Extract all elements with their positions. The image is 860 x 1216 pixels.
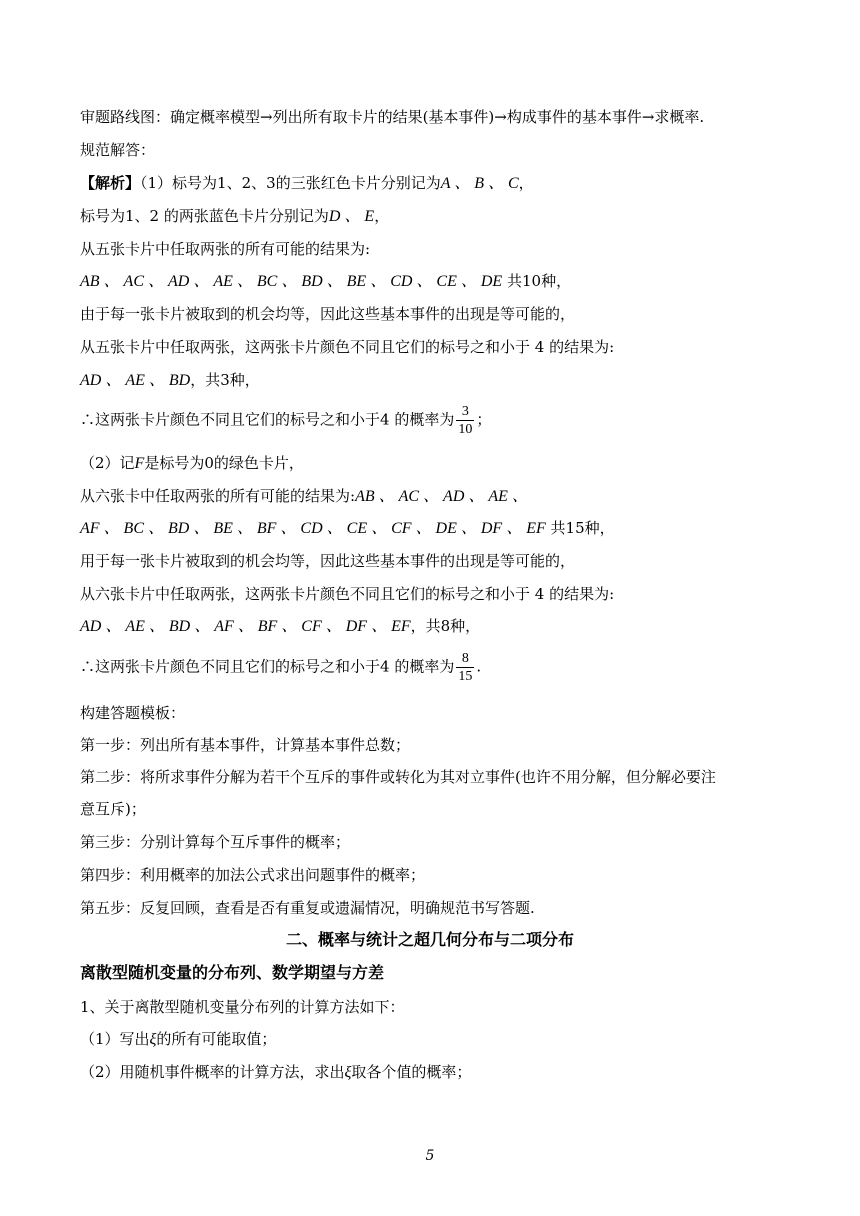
text-line — [80, 173, 534, 194]
text-line — [80, 650, 481, 685]
standard-answer-label: 规范解答： — [80, 141, 156, 159]
text-line — [80, 551, 575, 571]
text-line — [80, 370, 260, 391]
math-span: D 、 E — [328, 208, 375, 225]
fraction-numerator: 3 — [456, 403, 474, 421]
text-span: ， — [374, 207, 390, 225]
text-span: 共10种， — [506, 272, 572, 290]
text-span: 标号为1、2 的两张蓝色卡片分别记为 — [80, 207, 329, 225]
math-span: ξ — [149, 1031, 157, 1048]
text-line — [80, 584, 614, 604]
math-span: AB 、 AC 、 AD 、 AE 、 BC 、 BD 、 BE 、 CD 、 CE 、 DE — [80, 273, 503, 290]
math-span: AD 、 AE 、 BD 、 AF 、 BF 、 CF 、 DF 、 EF — [80, 618, 411, 635]
text-span: 的所有可能取值； — [156, 1030, 277, 1048]
text-span: . — [476, 657, 482, 676]
text-span: （2）用随机事件概率的计算方法，求出 — [80, 1063, 345, 1081]
text-line — [80, 898, 535, 918]
math-span: AF 、 BC 、 BD 、 BE 、 BF 、 CD 、 CE 、 CF 、 DE 、 DF 、 EF — [80, 520, 546, 537]
text-span: 用于每一张卡片被取到的机会均等，因此这些基本事件的出现是等可能的， — [80, 552, 576, 570]
fraction-denominator: 15 — [458, 669, 473, 684]
text-line — [80, 799, 146, 819]
text-span: 从六张卡中任取两张的所有可能的结果为: — [80, 487, 356, 505]
text-span: ∴这两张卡片颜色不同且它们的标号之和小于4 的概率为 — [80, 657, 455, 676]
text-line — [80, 832, 350, 852]
subsection-heading — [80, 963, 384, 983]
text-span: （1）标号为1、2、3的三张红色卡片分别记为 — [140, 174, 441, 192]
text-span: 取各个值的概率； — [351, 1063, 472, 1081]
text-line — [80, 486, 528, 507]
fraction-denominator: 10 — [458, 422, 473, 437]
text-line — [80, 1062, 471, 1083]
text-span: 第三步：分别计算每个互斥事件的概率； — [80, 833, 351, 851]
text-span: 离散型随机变量的分布列、数学期望与方差 — [80, 963, 385, 982]
text-span: 由于每一张卡片被取到的机会均等，因此这些基本事件的出现是等可能的， — [80, 305, 576, 323]
math-span: A 、 B 、 C — [440, 175, 519, 192]
text-line — [80, 997, 405, 1017]
text-line — [80, 865, 425, 885]
text-line — [80, 107, 704, 127]
math-span: AB 、 AC 、 AD 、 AE 、 — [355, 488, 528, 505]
page-number: 5 — [425, 1148, 435, 1164]
text-span: ∴这两张卡片颜色不同且它们的标号之和小于4 的概率为 — [80, 410, 455, 429]
text-line — [80, 337, 614, 357]
text-line — [80, 206, 389, 227]
text-line — [80, 767, 716, 787]
text-line — [80, 735, 410, 755]
text-line — [80, 616, 480, 637]
text-line — [80, 453, 304, 474]
route-map-text: 审题路线图：确定概率模型→列出所有取卡片的结果(基本事件)→构成事件的基本事件→求概率. — [80, 108, 705, 126]
text-span: 从五张卡片中任取两张的所有可能的结果为: — [80, 240, 371, 258]
analysis-tag: 【解析】 — [80, 174, 141, 192]
text-line — [80, 403, 491, 438]
text-span: 是标号为0的绿色卡片， — [144, 454, 304, 472]
math-span: F — [134, 455, 145, 472]
text-span: 构建答题模板： — [80, 704, 186, 722]
text-span: 第五步：反复回顾，查看是否有重复或遗漏情况，明确规范书写答题. — [80, 899, 535, 917]
text-line — [80, 271, 571, 292]
text-line — [80, 1029, 276, 1050]
text-span: 意互斥)； — [80, 800, 146, 818]
text-line — [80, 304, 575, 324]
text-line — [80, 518, 615, 539]
fraction-numerator: 8 — [456, 650, 474, 668]
text-span: 从五张卡片中任取两张，这两张卡片颜色不同且它们的标号之和小于 4 的结果为: — [80, 338, 615, 356]
math-span: ξ — [344, 1064, 352, 1081]
text-span: 第二步：将所求事件分解为若干个互斥的事件或转化为其对立事件(也许不用分解，但分解必要注 — [80, 768, 716, 786]
text-span: 第四步：利用概率的加法公式求出问题事件的概率； — [80, 866, 426, 884]
text-span: （2）记 — [80, 454, 135, 472]
text-span: ，共8种， — [410, 617, 481, 635]
math-span: AD 、 AE 、 BD — [80, 372, 191, 389]
text-line — [80, 703, 185, 723]
text-span: 共15种， — [550, 519, 615, 537]
text-span: 第一步：列出所有基本事件，计算基本事件总数； — [80, 736, 411, 754]
text-span: ，共3种， — [190, 371, 260, 389]
text-line — [80, 239, 370, 259]
text-span: （1）写出 — [80, 1030, 150, 1048]
text-span: 从六张卡片中任取两张，这两张卡片颜色不同且它们的标号之和小于 4 的结果为: — [80, 585, 615, 603]
text-span: 1、关于离散型随机变量分布列的计算方法如下： — [80, 998, 405, 1016]
fraction — [456, 403, 474, 438]
fraction — [456, 650, 474, 685]
section-heading: 二、概率与统计之超几何分布与二项分布 — [285, 930, 574, 949]
text-span: ； — [476, 410, 492, 429]
text-line — [80, 140, 155, 160]
text-span: ， — [518, 174, 534, 192]
